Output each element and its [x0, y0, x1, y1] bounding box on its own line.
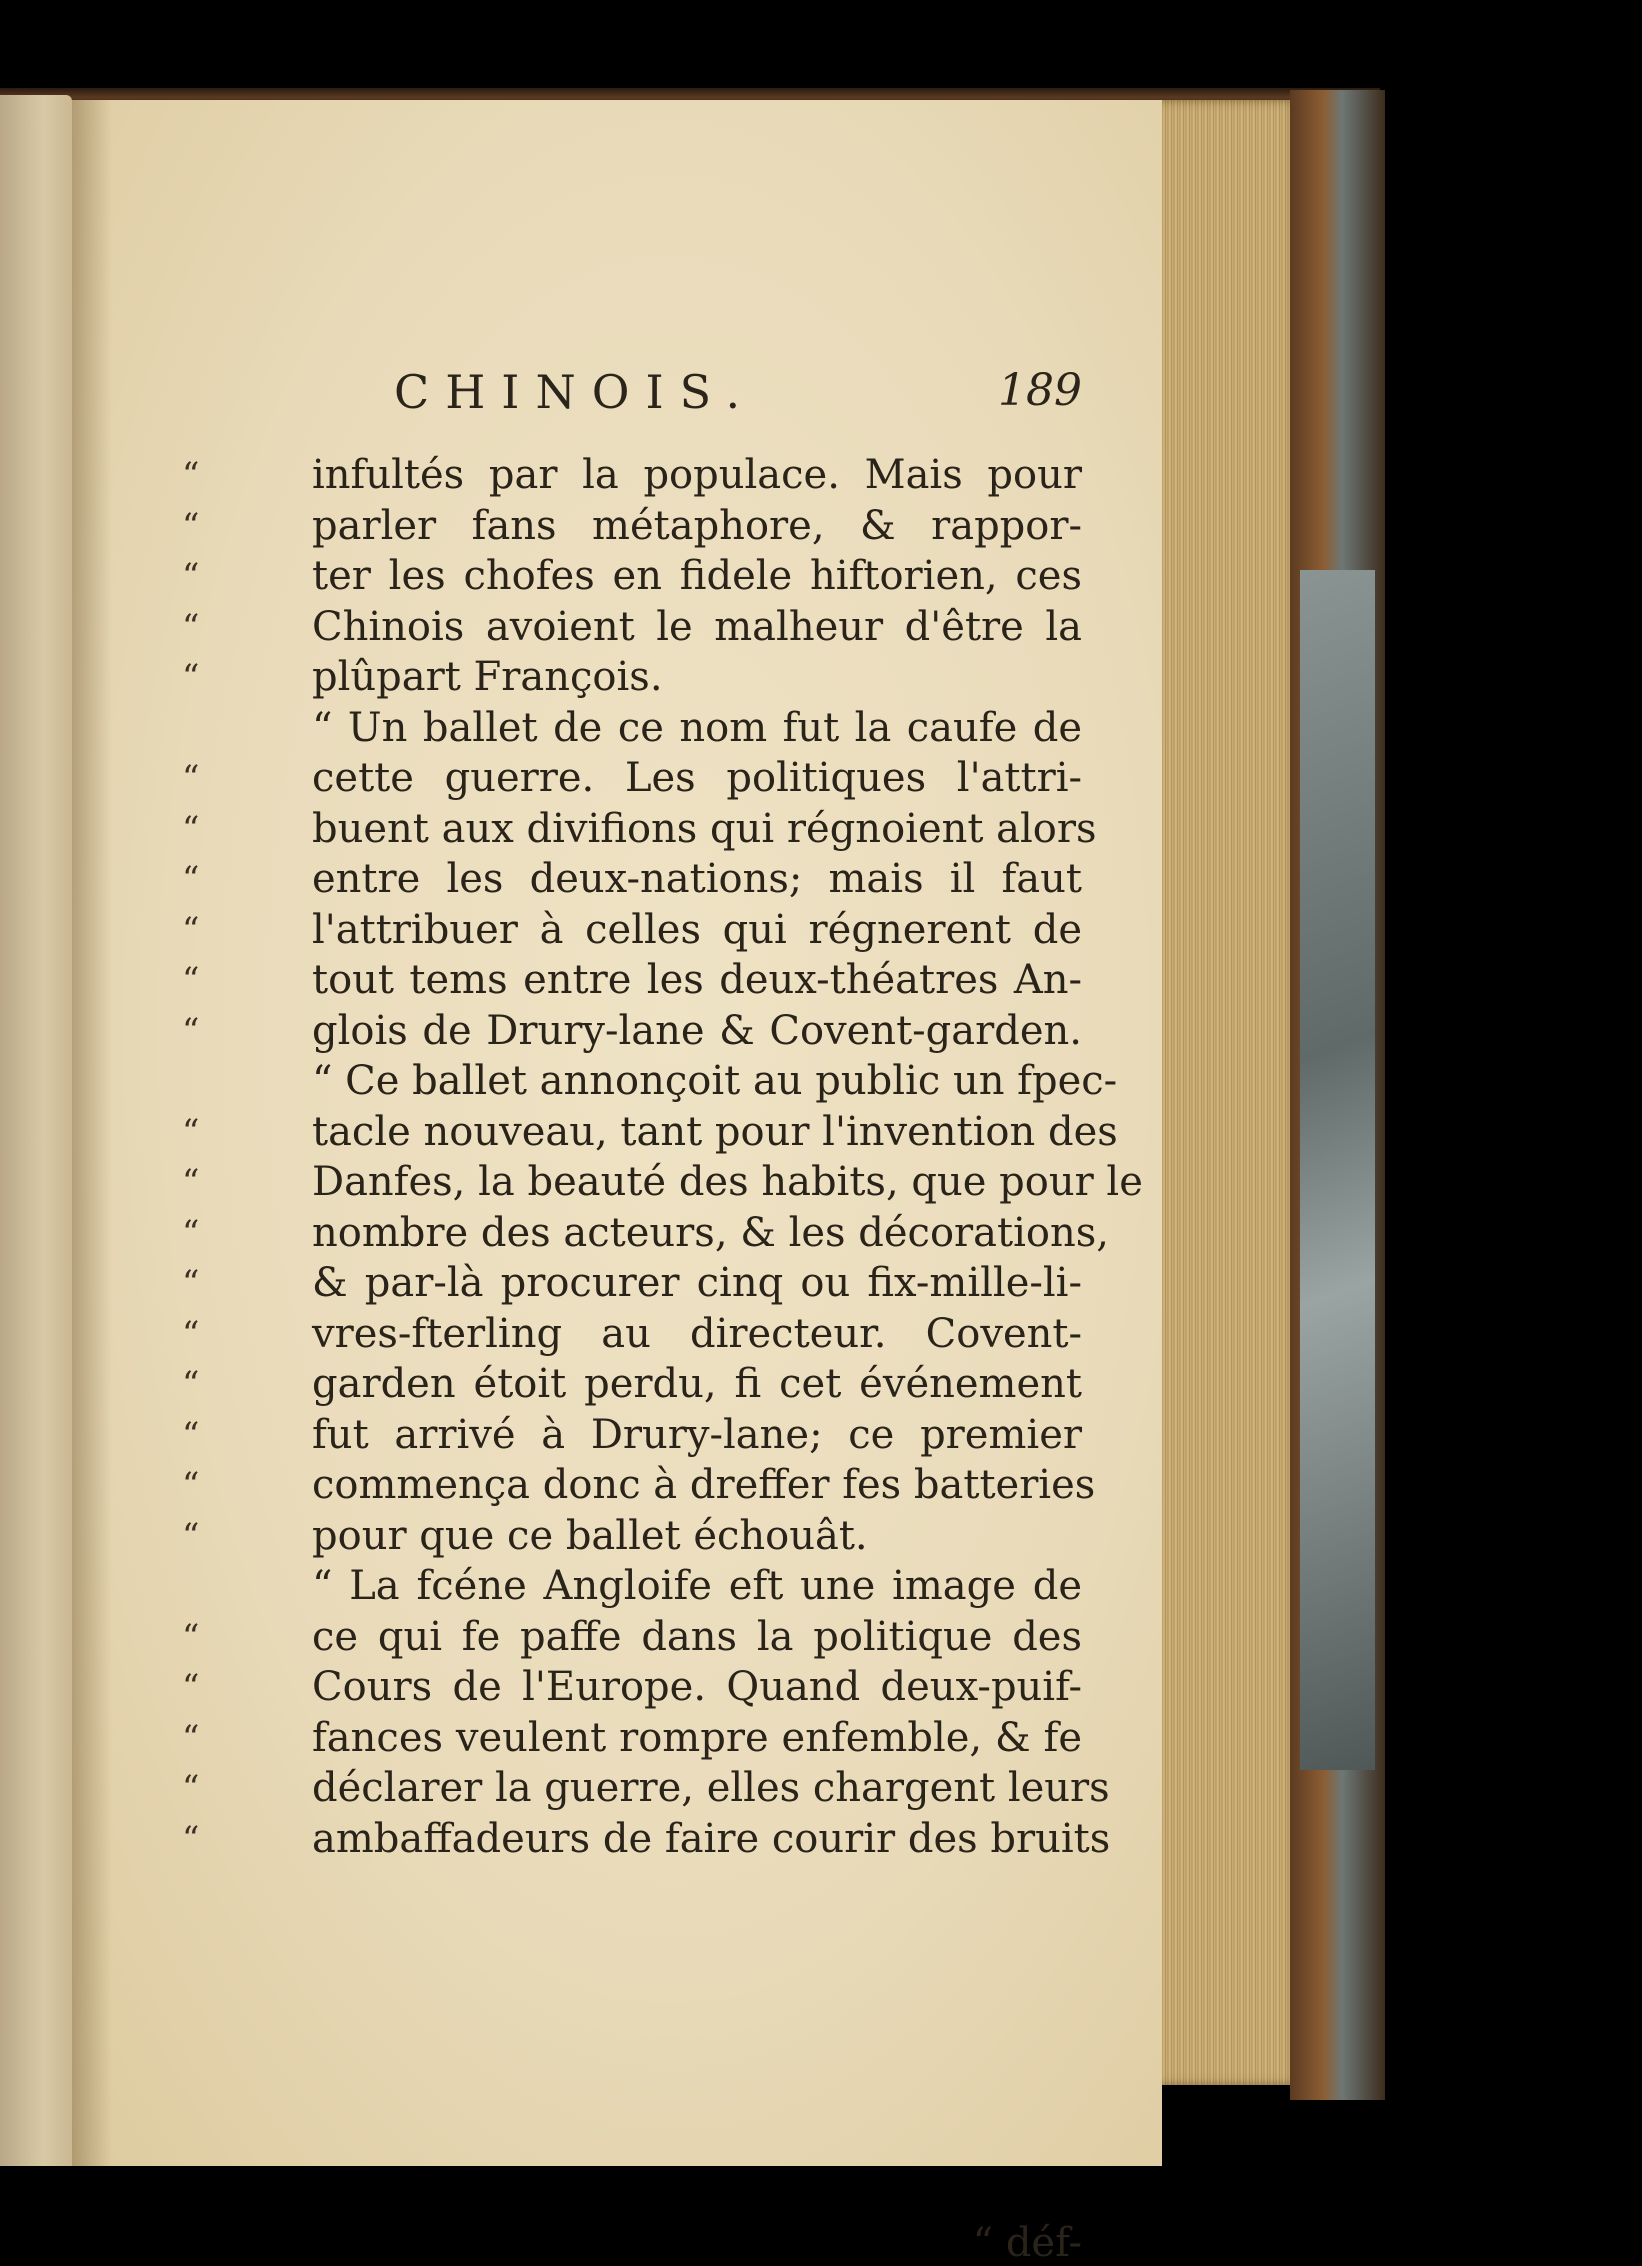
line-text: glois de Drury-lane & Covent-garden. [312, 1007, 1082, 1054]
line-text: & par-là procurer cinq ou fix-mille-li- [312, 1260, 1082, 1306]
quote-mark: “ [182, 455, 200, 495]
text-line [182, 1006, 1082, 1057]
line-text: Cours de l'Europe. Quand deux-puif- [312, 1664, 1082, 1710]
facing-page-edge [0, 95, 72, 2166]
line-text: tacle nouveau, tant pour l'invention des [312, 1108, 1118, 1155]
text-line [182, 703, 1082, 754]
quote-mark: “ [182, 1717, 200, 1758]
text-line [182, 1713, 1082, 1764]
line-text: pour que ce ballet échouât. [312, 1512, 868, 1559]
page-number: 189 [998, 365, 1082, 416]
line-text: commença donc à dreffer fes batteries [312, 1462, 1096, 1508]
quote-mark: “ [182, 1010, 200, 1051]
catchword: “ déf- [972, 2220, 1082, 2266]
quote-mark: “ [182, 859, 200, 899]
quote-mark: “ [182, 1667, 200, 1707]
line-text: fances veulent rompre enfemble, & fe [312, 1714, 1082, 1761]
quote-mark: “ [182, 1818, 200, 1859]
line-text: garden étoit perdu, fi cet événement [312, 1361, 1082, 1407]
line-text: “ Un ballet de ce nom fut la caufe de [312, 704, 1082, 751]
text-line [182, 1056, 1118, 1107]
quote-mark: “ [182, 505, 200, 546]
text-line [182, 1460, 1096, 1511]
line-text: nombre des acteurs, & les décorations, [312, 1209, 1109, 1256]
line-text: parler fans métaphore, & rappor- [312, 502, 1082, 549]
line-text: buent aux divifions qui régnoient alors [312, 805, 1097, 852]
text-line [182, 602, 1082, 653]
line-text: vres-fterling au directeur. Covent- [312, 1310, 1082, 1357]
quote-mark: “ [182, 1465, 200, 1505]
text-line [182, 854, 1082, 905]
quote-mark: “ [182, 758, 200, 798]
text-line [182, 804, 1097, 855]
text-line [182, 652, 1082, 703]
line-text: l'attribuer à celles qui régnerent de [312, 906, 1082, 953]
text-line [182, 551, 1082, 602]
text-line [182, 1612, 1082, 1663]
line-text: ce qui fe paffe dans la politique des [312, 1613, 1082, 1660]
text-line [182, 1662, 1082, 1713]
text-line [182, 753, 1082, 804]
marbled-board [1300, 570, 1375, 1770]
quote-mark: “ [182, 1515, 200, 1556]
body-text [182, 450, 1143, 2266]
book-page [72, 100, 1162, 2266]
text-line [182, 1814, 1111, 1865]
text-line [182, 1359, 1082, 1410]
text-line [182, 1410, 1082, 1461]
text-line [182, 905, 1082, 956]
quote-mark: “ [182, 1212, 200, 1253]
quote-mark: “ [182, 1162, 200, 1202]
quote-mark: “ [182, 909, 200, 950]
text-line [182, 450, 1082, 501]
line-text: ter les chofes en fidele hiftorien, ces [312, 553, 1082, 599]
line-text: fut arrivé à Drury-lane; ce premier [312, 1411, 1082, 1458]
page-header [72, 365, 1082, 445]
running-head: CHINOIS. [394, 365, 757, 419]
text-line [182, 1763, 1110, 1814]
quote-mark: “ [182, 1768, 200, 1808]
quote-mark: “ [182, 1364, 200, 1404]
line-text: Danfes, la beauté des habits, que pour le [312, 1159, 1143, 1205]
quote-mark: “ [182, 556, 200, 596]
quote-mark: “ [182, 1263, 200, 1303]
line-text: tout tems entre les deux-théatres An- [312, 957, 1082, 1003]
line-text: “ La fcéne Angloife eft une image de [312, 1563, 1082, 1609]
text-line [182, 1258, 1082, 1309]
quote-mark: “ [182, 1111, 200, 1152]
text-line [182, 1511, 1082, 1562]
text-line [182, 1208, 1109, 1259]
line-text: entre les deux-nations; mais il faut [312, 856, 1082, 902]
quote-mark: “ [182, 808, 200, 849]
text-line [182, 955, 1082, 1006]
text-line [182, 1561, 1082, 1612]
line-text: plûpart François. [312, 654, 663, 700]
quote-mark: “ [182, 606, 200, 647]
text-line [182, 1309, 1082, 1360]
quote-mark: “ [182, 657, 200, 697]
quote-mark: “ [182, 1414, 200, 1455]
quote-mark: “ [182, 960, 200, 1000]
line-text: déclarer la guerre, elles chargent leurs [312, 1765, 1110, 1811]
line-text: cette guerre. Les politiques l'attri- [312, 755, 1082, 801]
text-line [182, 1107, 1118, 1158]
line-text: Chinois avoient le malheur d'être la [312, 603, 1082, 650]
text-line [182, 501, 1082, 552]
leather-cover [1290, 90, 1385, 2100]
text-line [182, 1157, 1143, 1208]
quote-mark: “ [182, 1616, 200, 1657]
line-text: “ Ce ballet annonçoit au public un fpec- [312, 1058, 1118, 1104]
quote-mark: “ [182, 1313, 200, 1354]
page-fore-edge [1160, 100, 1300, 2085]
line-text: ambaffadeurs de faire courir des bruits [312, 1815, 1111, 1862]
line-text: infultés par la populace. Mais pour [312, 452, 1082, 498]
